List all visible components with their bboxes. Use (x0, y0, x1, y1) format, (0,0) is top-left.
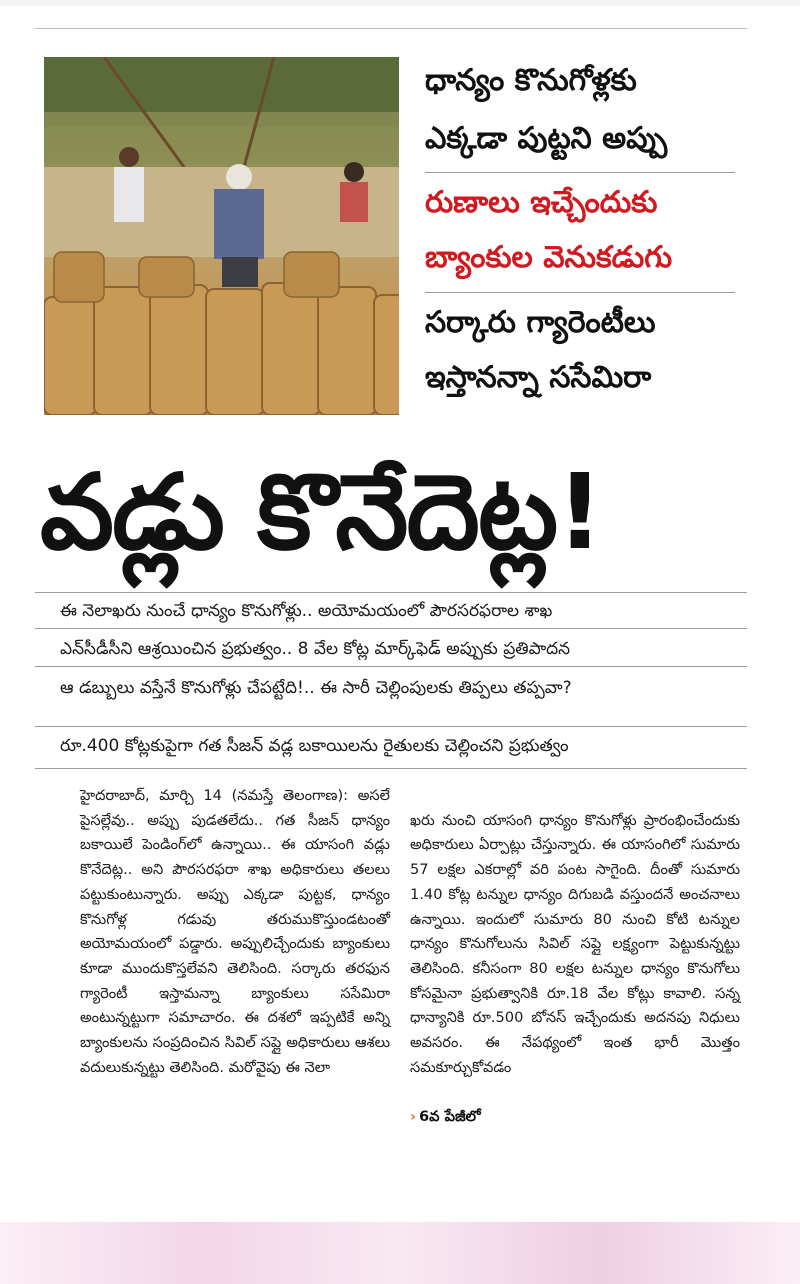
kicker-line-6: ఇస్తానన్నా ససేమిరా (425, 360, 652, 395)
body-column-right-text: ఖరు నుంచి యాసంగి ధాన్యం కొనుగోళ్లు ప్రారంభించేందుకు అధికారులు ఏర్పాట్లు చేస్తున్నారు. ఈ యాసంగిలో సుమారు 57 లక్షల ఎకరాల్లో వరి పంట సాగైంది. దీంతో సుమారు 1.40 కోట్ల టన్నుల ధాన్యం దిగుబడి వస్తుందనే అంచనాలు ఉన్నాయి. ఇందులో సుమారు 80 నుంచి కోటి టన్నుల ధాన్యం కొనుగోలును సివిల్ సప్లై లక్ష్యంగా పెట్టుకున్నట్టు తెలిసింది. కనీసంగా 80 లక్షల టన్నుల ధాన్యం కొనుగోలు కోసమైనా ప్రభుత్వానికి రూ.18 వేల కోట్లు కావాలి. సన్న ధాన్యానికి రూ.500 బోనస్ ఇచ్చేందుకు అదనపు నిధులు అవసరం. ఈ నేపథ్యంలో ఇంత భారీ మొత్తం సమకూర్చుకోవడం (410, 811, 740, 1076)
photo-illustration (44, 57, 399, 415)
page-top-strip (0, 0, 800, 6)
bottom-decorative-band (0, 1222, 800, 1284)
deck-divider-3 (35, 726, 747, 727)
deck-divider-2 (35, 666, 747, 667)
body-column-left: హైదరాబాద్, మార్చి 14 (నమస్తే తెలంగాణ): అసలే పైసల్లేవు.. అప్పు పుడతలేదు.. గత సీజన్ ధాన్యం బకాయిలే పెండింగ్‌లో ఉన్నాయి.. ఈ యాసంగి వడ్లు కొనేదెట్ల.. అని పౌరసరఫరా శాఖ అధికారులు తలలు పట్టుకుంటున్నారు. అప్పు ఎక్కడా పుట్టక, ధాన్యం కొనుగోళ్ల గడువు తరుముకొస్తుండటంతో అయోమయంలో పడ్డారు. అప్పులిచ్చేందుకు బ్యాంకులు కూడా ముందుకొస్తలేవని తెలిసింది. సర్కారు తరఫున గ్యారెంటీ ఇస్తామన్నా బ్యాంకులు ససేమిరా అంటున్నట్టుగా సమాచారం. ఈ దశలో ఇప్పటికే అన్ని బ్యాంకులను సంప్రదించిన సివిల్ సప్లై అధికారులు ఆశలు వదులుకున్నట్టు తెలిసింది. మరోవైపు ఈ నెలా (80, 787, 390, 1076)
deck-line-2: ఎన్‌సీడీసీని ఆశ్రయించిన ప్రభుత్వం.. 8 వేల కోట్ల మార్క్‌ఫెడ్ అప్పుకు ప్రతిపాదన (60, 639, 571, 659)
deck-line-1: ఈ నెలాఖరు నుంచే ధాన్యం కొనుగోళ్లు.. అయోమయంలో పౌరసరఫరాల శాఖ (60, 601, 553, 621)
continued-label: 6వ పేజీలో (419, 1108, 481, 1126)
deck-line-3: ఆ డబ్బులు వస్తేనే కొనుగోళ్లు చేపట్టేది!.. ఈ సారీ చెల్లింపులకు తిప్పలు తప్పవా? (60, 678, 572, 698)
kicker-divider-1 (425, 172, 735, 173)
main-headline: వడ్లు కొనేదెట్ల! (40, 451, 602, 573)
kicker-divider-2 (425, 292, 735, 293)
kicker-line-1: ధాన్యం కొనుగోళ్లకు (425, 63, 637, 98)
paddy-sacks-photo (44, 57, 399, 415)
deck-line-4: రూ.400 కోట్లకుపైగా గత సీజన్ వడ్ల బకాయిలను రైతులకు చెల్లించని ప్రభుత్వం (60, 736, 569, 756)
kicker-line-5: సర్కారు గ్యారెంటీలు (425, 305, 656, 340)
deck-divider-1 (35, 628, 747, 629)
chevron-right-icon: › (410, 1108, 417, 1126)
top-divider (35, 28, 747, 29)
kicker-line-3: రుణాలు ఇచ్చేందుకు (425, 185, 658, 220)
kicker-line-2: ఎక్కడా పుట్టని అప్పు (425, 121, 668, 156)
body-column-right (410, 784, 740, 1155)
deck-divider-0 (35, 592, 747, 593)
kicker-line-4: బ్యాంకుల వెనుకడుగు (425, 240, 673, 275)
deck-divider-4 (35, 768, 747, 769)
continued-on-page[interactable] (410, 1108, 481, 1125)
